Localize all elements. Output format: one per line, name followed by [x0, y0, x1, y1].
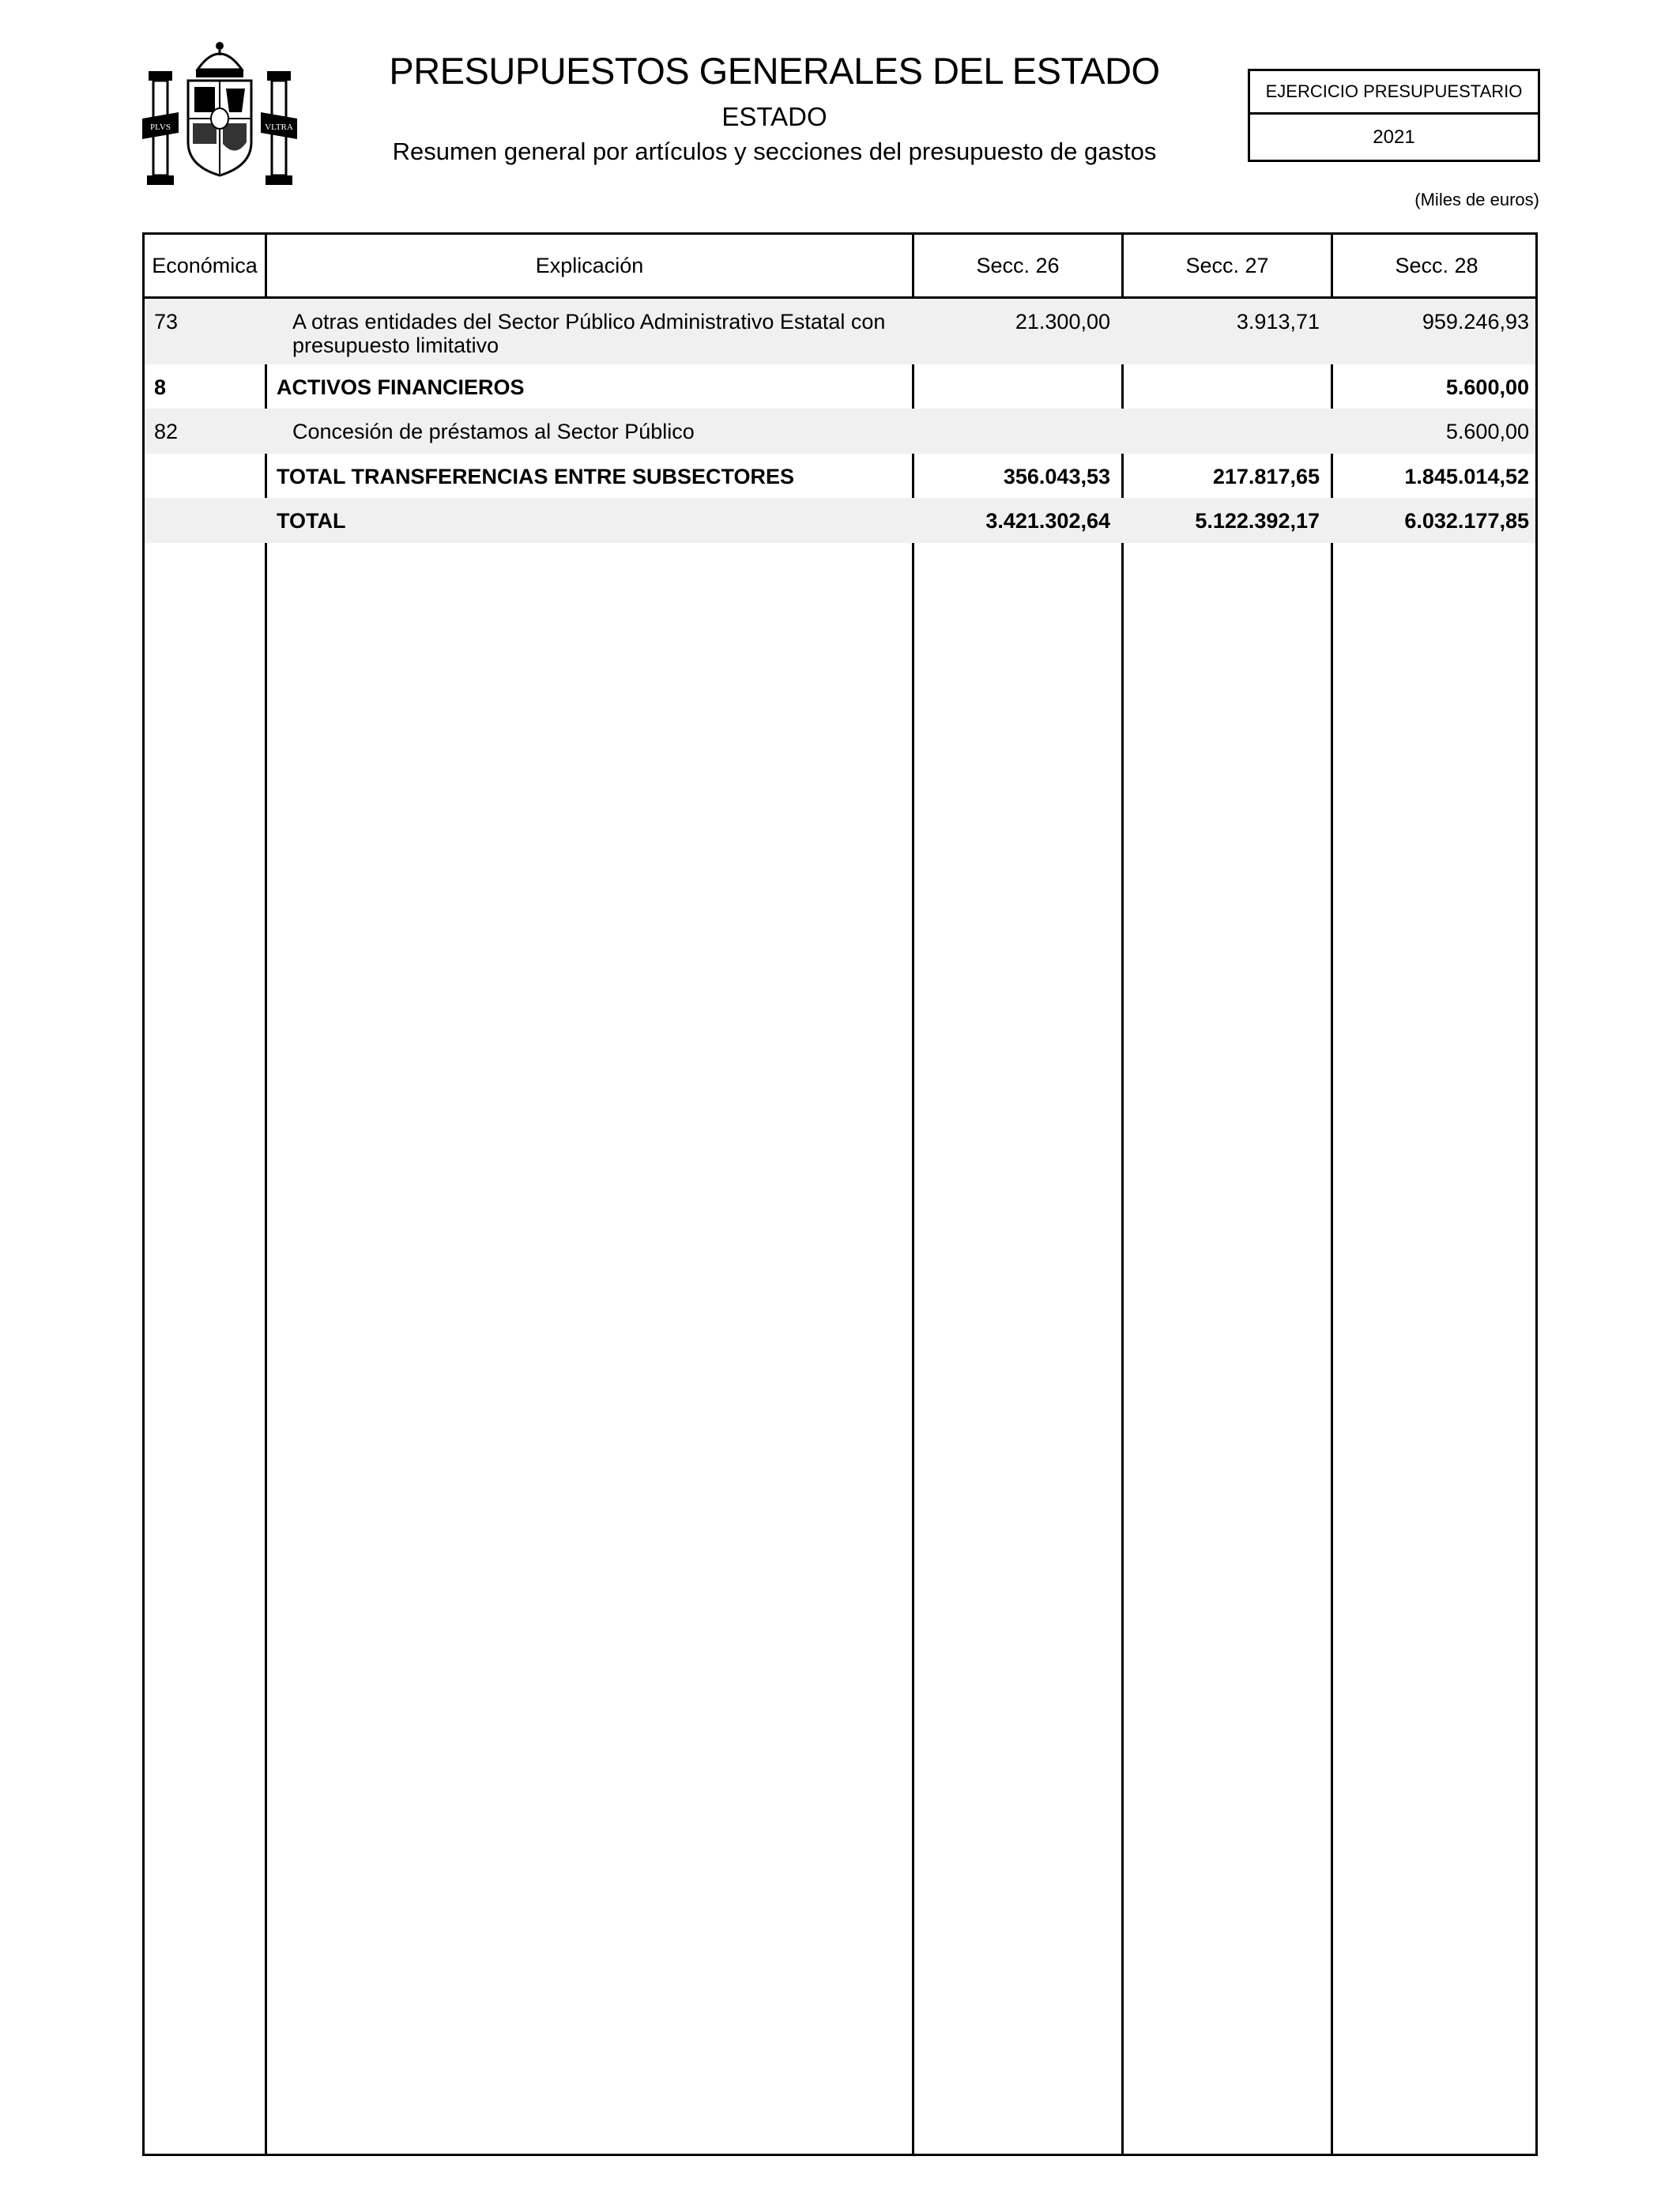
page-title: PRESUPUESTOS GENERALES DEL ESTADO: [389, 50, 1160, 92]
cell-secc-27: [1121, 409, 1320, 454]
cell-code: [154, 454, 257, 498]
cell-code: [154, 498, 257, 543]
emblem-motto-left: PLVS: [150, 123, 171, 132]
cell-explanation: TOTAL: [277, 509, 346, 533]
cell-explanation: A otras entidades del Sector Público Administrativo Estatal con presupuesto limitativo: [292, 310, 886, 357]
cell-secc-26: 21.300,00: [1015, 310, 1110, 334]
cell-secc-27: 3.913,71: [1236, 310, 1320, 334]
cell-secc-28: 6.032.177,85: [1404, 509, 1529, 533]
cell-explanation: TOTAL TRANSFERENCIAS ENTRE SUBSECTORES: [277, 465, 795, 488]
table-row: [145, 299, 1535, 364]
cell-secc-26: [911, 364, 1110, 409]
table-row: [145, 409, 1535, 454]
cell-explanation: Concesión de préstamos al Sector Público: [292, 420, 695, 443]
table-row: [145, 364, 1535, 409]
column-header-economica: Económica: [152, 254, 258, 277]
fiscal-year-value: 2021: [1373, 126, 1415, 148]
cell-secc-28: 959.246,93: [1422, 310, 1529, 334]
title-block: [332, 47, 1217, 168]
page-description: Resumen general por artículos y secciones del presupuesto de gastos: [392, 138, 1157, 165]
cell-code: 82: [154, 420, 179, 443]
units-note: (Miles de euros): [1414, 190, 1539, 209]
cell-secc-28: 5.600,00: [1445, 420, 1529, 443]
cell-secc-27: 5.122.392,17: [1195, 509, 1320, 533]
fiscal-year-box: [1248, 69, 1540, 162]
emblem-motto-right: VLTRA: [265, 123, 293, 132]
fiscal-year-label: EJERCICIO PRESUPUESTARIO: [1250, 71, 1538, 115]
cell-code: 73: [154, 310, 179, 334]
column-header-secc-28: Secc. 28: [1395, 254, 1478, 277]
budget-table: [142, 232, 1538, 2156]
column-header-explicacion: Explicación: [535, 254, 644, 277]
column-header-secc-27: Secc. 27: [1185, 254, 1269, 277]
column-header-secc-26: Secc. 26: [976, 254, 1060, 277]
table-row: [145, 498, 1535, 543]
cell-secc-26: [911, 409, 1110, 454]
cell-secc-27: 217.817,65: [1212, 465, 1320, 488]
spain-coat-of-arms-icon: [141, 40, 299, 194]
cell-explanation: ACTIVOS FINANCIEROS: [277, 375, 525, 399]
cell-secc-28: 1.845.014,52: [1404, 465, 1529, 488]
cell-secc-28: 5.600,00: [1445, 375, 1529, 399]
cell-secc-26: 356.043,53: [1003, 465, 1110, 488]
table-row: [145, 454, 1535, 498]
cell-secc-26: 3.421.302,64: [985, 509, 1110, 533]
cell-secc-27: [1121, 364, 1320, 409]
page-subtitle: ESTADO: [721, 102, 827, 131]
cell-code: 8: [154, 375, 167, 399]
